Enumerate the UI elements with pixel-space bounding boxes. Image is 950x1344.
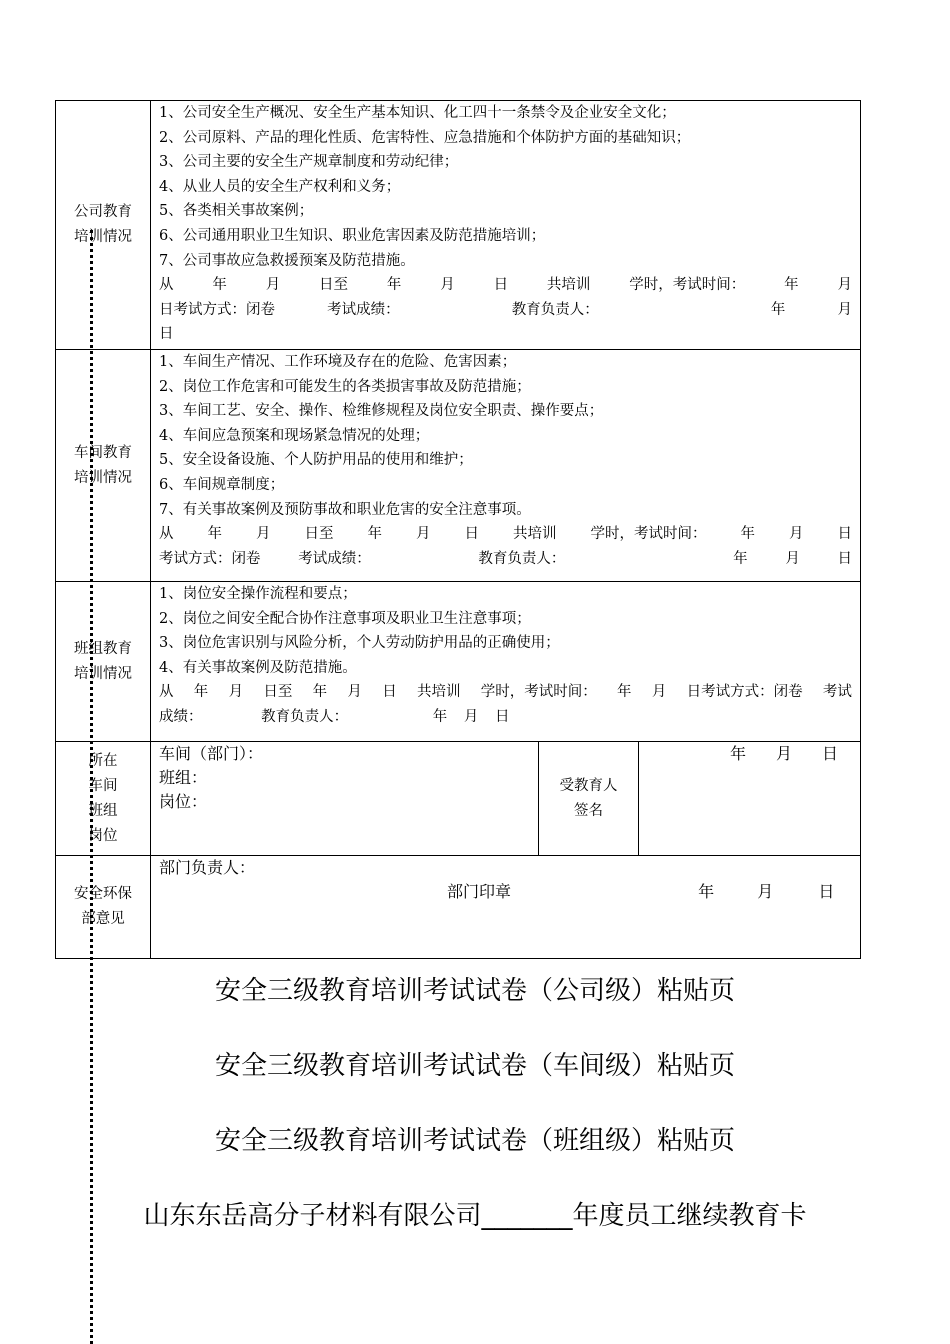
team-education-label: 班组教育 培训情况 (56, 582, 151, 742)
list-item: 1、公司安全生产概况、安全生产基本知识、化工四十一条禁令及企业安全文化； (159, 105, 676, 121)
team-record-line-2: 成绩： 教育负责人： 年 月 日 (159, 708, 510, 725)
list-item: 5、各类相关事故案例； (159, 203, 314, 220)
team-education-content (151, 582, 861, 742)
workshop-field-label: 车间（部门）： (159, 744, 264, 763)
title-team-exam: 安全三级教育培训考试试卷（班组级）粘贴页 (214, 1126, 735, 1156)
team-education-row (56, 582, 861, 742)
company-record-line-1: 从 年 月 日至 年 月 日 共培训 学时，考试时间： 年 月 (159, 277, 852, 294)
title-company-exam: 安全三级教育培训考试试卷（公司级）粘贴页 (214, 976, 735, 1006)
list-item: 1、岗位安全操作流程和要点； (159, 586, 357, 602)
company-education-label: 公司教育 培训情况 (56, 101, 151, 350)
list-item: 4、车间应急预案和现场紧急情况的处理； (159, 427, 430, 444)
workshop-record-line-2: 考试方式：闭卷 考试成绩： 教育负责人： 年 月 日 (159, 550, 853, 567)
signature-date: 年 月 日 (639, 742, 861, 856)
title-continuing-education-card: 山东东岳高分子材料有限公司_______年度员工继续教育卡 (143, 1201, 807, 1231)
list-item: 7、公司事故应急救援预案及防范措施。 (159, 252, 415, 269)
company-record-line-2: 日考试方式：闭卷 考试成绩： 教育负责人： 年 月 (159, 301, 852, 318)
list-item: 4、从业人员的安全生产权利和义务； (159, 178, 401, 195)
list-item: 2、岗位工作危害和可能发生的各类损害事故及防范措施； (159, 378, 531, 395)
workshop-record-line-1: 从 年 月 日至 年 月 日 共培训 学时，考试时间： 年 月 日 (159, 526, 852, 543)
title-workshop-exam: 安全三级教育培训考试试卷（车间级）粘贴页 (214, 1051, 735, 1081)
position-fields (151, 742, 539, 856)
position-label: 所在 车间 班组 岗位 (56, 742, 151, 856)
education-form-table (55, 100, 861, 959)
team-field-label: 班组： (159, 768, 208, 787)
dept-seal-label: 部门印章 (447, 882, 512, 901)
list-item: 3、岗位危害识别与风险分析，个人劳动防护用品的正确使用； (159, 635, 560, 652)
workshop-education-row (56, 350, 861, 582)
company-record-line-3: 日 (159, 326, 174, 343)
team-record-line-1: 从 年 月 日至 年 月 日 共培训 学时，考试时间： 年 月 日考试方式：闭卷 考试 (159, 684, 852, 701)
safety-dept-content (151, 856, 861, 959)
list-item: 2、岗位之间安全配合协作注意事项及职业卫生注意事项； (159, 610, 531, 627)
position-row (56, 742, 861, 856)
dept-head-label: 部门负责人： (159, 858, 256, 877)
list-item: 1、车间生产情况、工作环境及存在的危险、危害因素； (159, 354, 517, 370)
list-item: 3、车间工艺、安全、操作、检维修规程及岗位安全职责、操作要点； (159, 403, 604, 420)
list-item: 4、有关事故案例及防范措施。 (159, 659, 357, 676)
dept-date-year: 年 (698, 882, 715, 901)
workshop-education-label: 车间教育 培训情况 (56, 350, 151, 582)
post-field-label: 岗位： (159, 792, 208, 811)
dept-date-day: 日 (818, 882, 835, 901)
workshop-education-content (151, 350, 861, 582)
company-education-content (151, 101, 861, 350)
list-item: 6、车间规章制度； (159, 476, 285, 493)
trainee-signature-label: 受教育人 签名 (539, 742, 639, 856)
safety-dept-label: 安全环保 部意见 (56, 856, 151, 959)
company-education-row (56, 101, 861, 350)
safety-dept-row (56, 856, 861, 959)
list-item: 7、有关事故案例及预防事故和职业危害的安全注意事项。 (159, 501, 531, 518)
list-item: 2、公司原料、产品的理化性质、危害特性、应急措施和个体防护方面的基础知识； (159, 129, 691, 146)
dept-date-month: 月 (757, 882, 774, 901)
list-item: 6、公司通用职业卫生知识、职业危害因素及防范措施培训； (159, 227, 546, 244)
list-item: 3、公司主要的安全生产规章制度和劳动纪律； (159, 154, 459, 171)
list-item: 5、安全设备设施、个人防护用品的使用和维护； (159, 452, 473, 469)
